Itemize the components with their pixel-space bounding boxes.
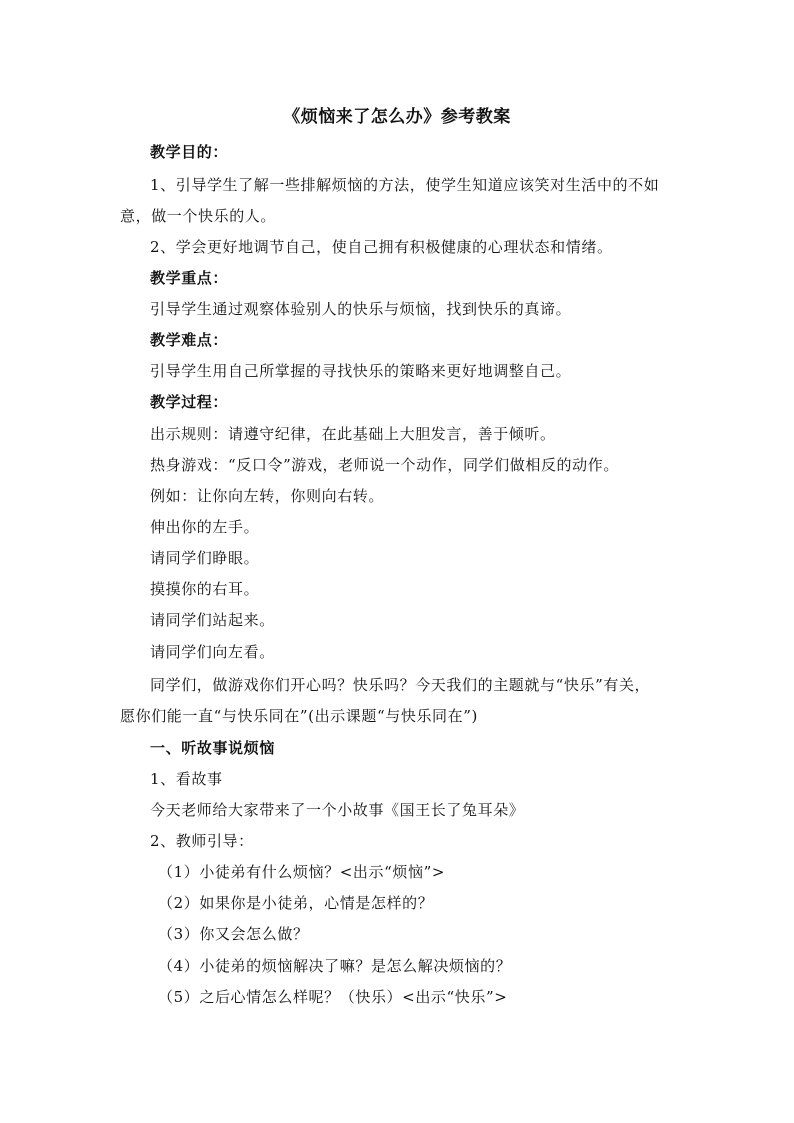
section-1-heading: 一、听故事说烦恼 [150,739,275,757]
process-intro: 同学们，做游戏你们开心吗？快乐吗？今天我们的主题就与“快乐”有关， [150,676,651,694]
heading-difficulty: 教学难点： [150,331,229,349]
heading-teaching-purpose: 教学目的： [150,143,229,161]
purpose-item-1: 1、引导学生了解一些排解烦恼的方法，使学生知道应该笑对生活中的不如 [150,176,660,194]
purpose-item-1-cont: 意，做一个快乐的人。 [120,207,277,225]
section-1-step-1: 1、看故事 [150,770,223,788]
process-command-5: 请同学们向左看。 [150,643,275,661]
heading-process: 教学过程： [150,393,229,411]
question-3: （3）你又会怎么做？ [158,925,309,943]
document-title: 《烦恼来了怎么办》参考教案 [283,107,511,127]
purpose-item-2: 2、学会更好地调节自己，使自己拥有积极健康的心理状态和情绪。 [150,238,613,256]
question-4: （4）小徒弟的烦恼解决了嘛？是怎么解决烦恼的？ [158,957,512,975]
question-1: （1）小徒弟有什么烦恼？<出示“烦恼”> [158,863,446,881]
key-point-text: 引导学生通过观察体验别人的快乐与烦恼，找到快乐的真谛。 [150,300,572,318]
process-warmup-game: 热身游戏：“反口令”游戏，老师说一个动作，同学们做相反的动作。 [150,456,619,474]
process-command-1: 伸出你的左手。 [150,518,260,536]
section-1-story: 今天老师给大家带来了一个小故事《国王长了兔耳朵》 [150,801,525,819]
process-command-2: 请同学们睁眼。 [150,549,260,567]
process-intro-cont: 愿你们能一直“与快乐同在”(出示课题“与快乐同在”) [120,707,478,725]
heading-key-point: 教学重点： [150,269,229,287]
process-example: 例如：让你向左转，你则向右转。 [150,487,385,505]
process-rules: 出示规则：请遵守纪律，在此基础上大胆发言，善于倾听。 [150,425,556,443]
question-2: （2）如果你是小徒弟，心情是怎样的？ [158,894,434,912]
section-1-step-2: 2、教师引导： [150,832,254,850]
question-5: （5）之后心情怎么样呢？（快乐）<出示“快乐”> [158,988,508,1006]
process-command-3: 摸摸你的右耳。 [150,580,260,598]
difficulty-text: 引导学生用自己所掌握的寻找快乐的策略来更好地调整自己。 [150,362,572,380]
process-command-4: 请同学们站起来。 [150,611,275,629]
